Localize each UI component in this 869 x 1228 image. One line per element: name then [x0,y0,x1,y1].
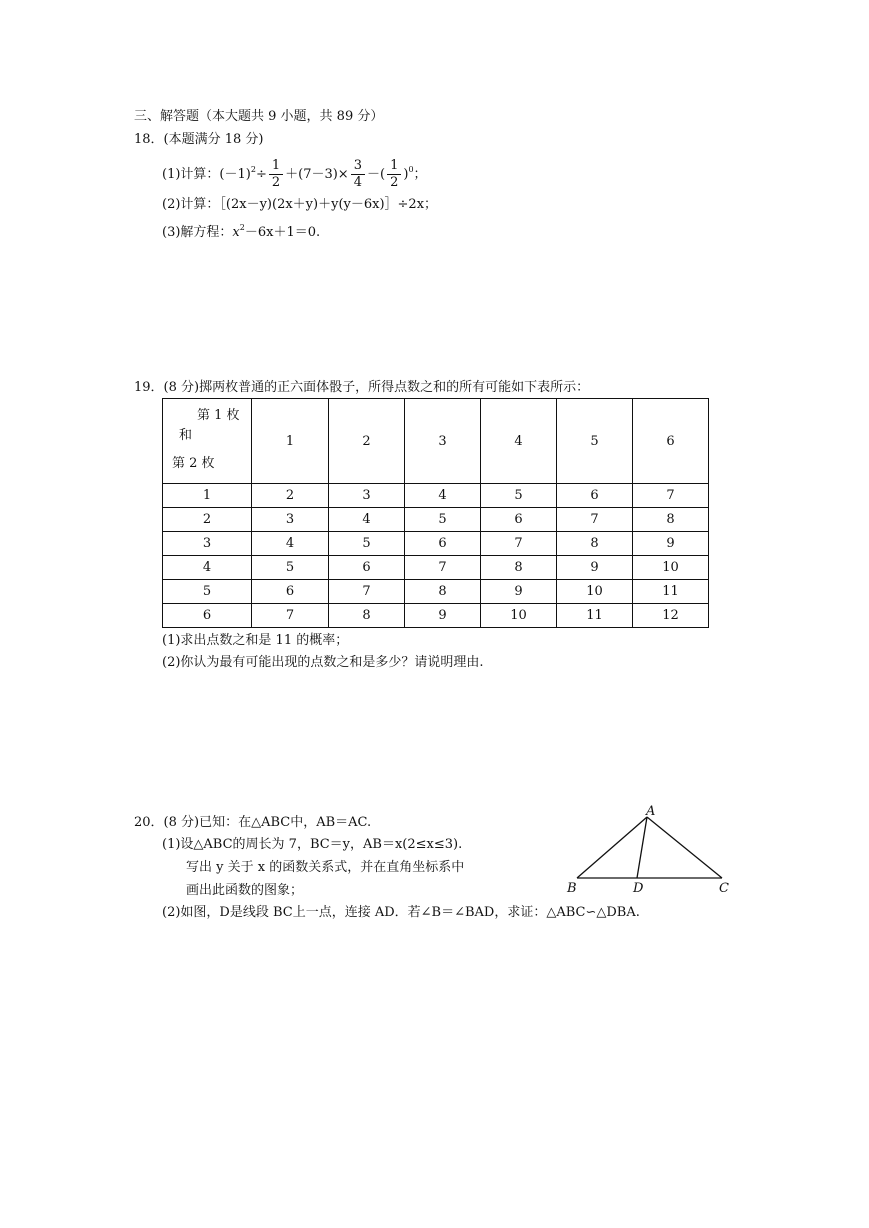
table-header-row [163,399,709,484]
table-cell: 6 [163,604,252,628]
table-column-header: 1 [252,399,329,484]
table-corner-cell [163,399,252,484]
q19-part2: (2)你认为最有可能出现的点数之和是多少？请说明理由. [162,655,484,670]
table-cell: 8 [633,508,709,532]
table-row [163,556,709,580]
vertex-label-a: A [646,804,656,819]
segment-ad [637,817,647,878]
section-title: 三、解答题（本大题共 9 小题，共 89 分） [134,109,384,124]
table-cell: 6 [481,508,557,532]
table-cell: 5 [481,484,557,508]
table-cell: 9 [405,604,481,628]
fraction-one-half-b [387,158,401,191]
side-ab [577,817,647,878]
q18-part3-prefix: (3)解方程： [162,225,233,240]
table-cell: 3 [252,508,329,532]
fraction-one-half [269,158,283,191]
table-cell: 11 [633,580,709,604]
table-column-header: 4 [481,399,557,484]
vertex-label-b: B [567,881,577,896]
table-cell: 4 [405,484,481,508]
table-column-header: 6 [633,399,709,484]
table-cell: 1 [163,484,252,508]
fraction-numerator: 3 [351,158,365,175]
q18-header: 18．(本题满分 18 分) [134,132,264,147]
side-ac [647,817,722,878]
table-cell: 8 [557,532,633,556]
table-cell: 9 [557,556,633,580]
q18-part1-exp2: 2 [250,165,256,174]
table-cell: 6 [557,484,633,508]
q18-part2: (2)计算：［(2x－y)(2x＋y)＋y(y－6x)］÷2x； [162,197,438,212]
q18-part3 [162,219,320,242]
q18-part3-rest: －6x＋1＝0. [244,225,321,240]
q20-part1-line1: (1)设△ABC的周长为 7，BC＝y，AB＝x(2≤x≤3). [162,837,463,852]
fraction-numerator: 1 [387,158,401,175]
table-cell: 2 [163,508,252,532]
fraction-three-quarters [351,158,365,191]
table-cell: 4 [329,508,405,532]
table-cell: 6 [405,532,481,556]
q20-part1-line3: 画出此函数的图象； [186,883,304,898]
table-cell: 6 [329,556,405,580]
table-cell: 9 [481,580,557,604]
table-cell: 6 [252,580,329,604]
table-cell: 9 [633,532,709,556]
fraction-denominator: 4 [353,175,362,190]
q20-part2: (2)如图，D是线段 BC上一点，连接 AD．若∠B＝∠BAD，求证：△ABC∽△DBA. [162,905,640,920]
fraction-denominator: 2 [271,175,281,190]
table-cell: 7 [557,508,633,532]
vertex-label-d: D [633,881,644,896]
corner-label-sum: 和 [179,428,193,443]
q19-part1: (1)求出点数之和是 11 的概率； [162,633,349,648]
table-cell: 4 [163,556,252,580]
table-row [163,484,709,508]
table-cell: 7 [633,484,709,508]
fraction-numerator: 1 [269,158,283,175]
corner-label-second-die: 第 2 枚 [172,456,215,471]
corner-label-first-die: 第 1 枚 [197,408,240,423]
table-cell: 7 [252,604,329,628]
vertex-label-c: C [719,881,729,896]
q18-part1-prefix: (1)计算： [162,167,220,182]
q18-part3-x: x [232,225,240,240]
q19-header: 19．(8 分)掷两枚普通的正六面体骰子，所得点数之和的所有可能如下表所示： [134,380,590,395]
table-row [163,604,709,628]
table-cell: 7 [481,532,557,556]
table-cell: 7 [329,580,405,604]
table-cell: 5 [329,532,405,556]
fraction-denominator: 2 [390,175,399,190]
table-cell: 10 [481,604,557,628]
triangle-figure [560,798,740,898]
q18-part1-c: －( [367,167,386,182]
q18-part1-d: ) [403,167,409,182]
table-cell: 8 [481,556,557,580]
table-cell: 5 [405,508,481,532]
table-cell: 8 [405,580,481,604]
table-column-header: 3 [405,399,481,484]
table-cell: 5 [163,580,252,604]
dice-sum-table [162,398,709,628]
table-cell: 8 [329,604,405,628]
table-row [163,532,709,556]
q18-part1-a: (－1) [219,167,251,182]
q18-part1-exp0: 0 [408,165,414,174]
q18-part1 [162,150,427,195]
table-cell: 7 [405,556,481,580]
q18-part1-b: ＋(7－3)× [285,167,349,182]
table-cell: 2 [252,484,329,508]
q20-header: 20．(8 分)已知：在△ABC中，AB＝AC. [134,815,372,830]
table-cell: 4 [252,532,329,556]
q18-part1-div: ÷ [255,167,267,182]
table-row [163,508,709,532]
table-column-header: 2 [329,399,405,484]
table-cell: 10 [633,556,709,580]
table-column-header: 5 [557,399,633,484]
table-row [163,580,709,604]
q18-part3-exp: 2 [239,223,245,232]
table-cell: 3 [163,532,252,556]
table-cell: 11 [557,604,633,628]
table-cell: 12 [633,604,709,628]
table-cell: 3 [329,484,405,508]
table-cell: 10 [557,580,633,604]
q20-part1-line2: 写出 y 关于 x 的函数关系式，并在直角坐标系中 [186,860,465,875]
q18-part1-end: ； [413,167,427,182]
table-cell: 5 [252,556,329,580]
